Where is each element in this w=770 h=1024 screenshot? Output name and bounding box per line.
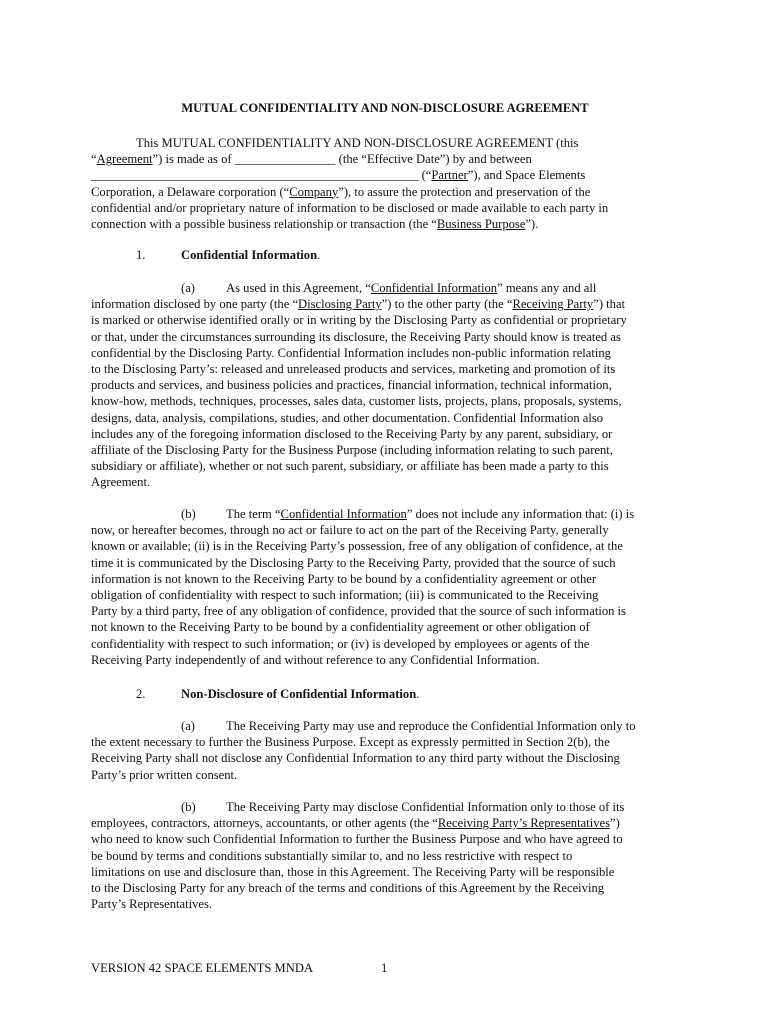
para-line: to the Disclosing Party’s: released and unreleased products and services, marketing and promotion of its xyxy=(91,361,616,376)
defined-term-disclosing-party: Disclosing Party xyxy=(298,297,382,312)
para-line: who need to know such Confidential Information to further the Business Purpose and who have agreed to xyxy=(91,832,623,847)
intro-line: This MUTUAL CONFIDENTIALITY AND NON-DISCLOSURE AGREEMENT (this xyxy=(136,136,579,150)
section-1-heading: 1. Confidential Information. xyxy=(136,248,321,262)
para-line: Agreement. xyxy=(91,475,151,490)
para-line: designs, data, analysis, compilations, studies, and other documentation. Confidential Information also xyxy=(91,410,604,425)
section-heading-text: Non-Disclosure of Confidential Information xyxy=(181,687,417,701)
defined-term-confidential-information: Confidential Information xyxy=(280,507,407,521)
intro-line: Corporation, a Delaware corporation (“Company”), to assure the protection and preservation of the xyxy=(91,184,591,199)
para-line: information is not known to the Receiving Party to be bound by a confidentiality agreement or other xyxy=(91,571,597,586)
page-footer xyxy=(91,961,388,976)
section-heading-text: Confidential Information xyxy=(181,248,318,262)
para-line: time it is communicated by the Disclosing Party to the Receiving Party, provided that the source of such xyxy=(91,555,616,570)
section-number: 1. xyxy=(136,248,146,262)
defined-term-company: Company xyxy=(289,184,339,199)
defined-term-business-purpose: Business Purpose xyxy=(436,216,526,231)
document-title: MUTUAL CONFIDENTIALITY AND NON-DISCLOSURE AGREEMENT xyxy=(181,101,589,115)
para-line: affiliate of the Disclosing Party for the Business Purpose (including information relating to such parent, xyxy=(91,442,613,457)
intro-line: confidential and/or proprietary nature of information to be disclosed or made available to each party in xyxy=(91,200,609,215)
defined-term-representatives: Receiving Party’s Representatives xyxy=(437,816,610,831)
defined-term-partner: Partner xyxy=(431,168,468,183)
footer-version: VERSION 42 SPACE ELEMENTS MNDA xyxy=(91,961,314,975)
para-line: now, or hereafter becomes, through no act or failure to act on the part of the Receiving Party, generally xyxy=(91,523,609,538)
defined-term-receiving-party: Receiving Party xyxy=(512,297,594,312)
paragraph-1b xyxy=(91,506,679,668)
para-line: or that, under the circumstances surrounding its disclosure, the Receiving Party should know is treated as xyxy=(91,329,621,344)
para-line: Party by a third party, free of any obligation of confidence, provided that the source of such information is xyxy=(91,604,626,619)
para-line: the extent necessary to further the Business Purpose. Except as expressly permitted in Section 2(b), the xyxy=(91,735,610,750)
paragraph-1a xyxy=(91,280,679,490)
para-line: products and services, and business policies and practices, financial information, technical information, xyxy=(91,378,612,393)
para-line: is marked or otherwise identified orally or in writing by the Disclosing Party as confidential or proprietary xyxy=(91,313,627,328)
para-line: known or available; (ii) is in the Receiving Party’s possession, free of any obligation of confidence, at the xyxy=(91,539,623,554)
intro-line: ____________________________________________________ (“Partner”), and Space Elements xyxy=(91,168,586,183)
para-line: (a) The Receiving Party may use and reproduce the Confidential Information only to xyxy=(181,719,636,733)
para-line: confidentiality with respect to such information; or (iv) is developed by employees or agents of the xyxy=(91,636,590,651)
para-line: be bound by terms and conditions substantially similar to, and no less restrictive with respect to xyxy=(91,848,573,863)
para-line: (b) The Receiving Party may disclose Confidential Information only to those of its xyxy=(181,800,625,814)
intro-paragraph xyxy=(91,135,679,232)
para-line: not known to the Receiving Party to be bound by a confidentiality agreement or other obligation of xyxy=(91,620,590,635)
para-line: Party’s prior written consent. xyxy=(91,767,238,782)
section-number: 2. xyxy=(136,687,146,701)
para-line: includes any of the foregoing information disclosed to the Receiving Party by any parent, subsidiary, or xyxy=(91,426,613,441)
para-line: (a) As used in this Agreement, “Confidential Information” means any and all xyxy=(181,281,597,295)
para-line: (b) The term “Confidential Information” does not include any information that: (i) is xyxy=(181,507,635,521)
para-line: information disclosed by one party (the “Disclosing Party”) to the other party (the “Receiving Party”) that xyxy=(91,297,626,312)
para-line: know-how, methods, techniques, processes, sales data, customer lists, projects, plans, proposals, systems, xyxy=(91,394,622,409)
page-number: 1 xyxy=(381,961,388,975)
para-line: obligation of confidentiality with respect to such information; (iii) is communicated to the Receiving xyxy=(91,587,599,602)
intro-line: “Agreement”) is made as of ________________ (the “Effective Date”) by and between xyxy=(91,152,532,167)
clause-label: (b) xyxy=(181,800,196,814)
section-2-heading: 2. Non-Disclosure of Confidential Information. xyxy=(136,687,420,701)
para-line: to the Disclosing Party for any breach of the terms and conditions of this Agreement by the Receiving xyxy=(91,880,605,895)
clause-label: (a) xyxy=(181,719,195,733)
para-line: confidential by the Disclosing Party. Confidential Information includes non-public information relating xyxy=(91,345,611,360)
para-line: limitations on use and disclosure than, those in this Agreement. The Receiving Party will be responsible xyxy=(91,864,615,879)
para-line: subsidiary or affiliate), whether or not such parent, subsidiary, or affiliate has been made a party to this xyxy=(91,459,609,474)
para-line: employees, contractors, attorneys, accountants, or other agents (the “Receiving Party’s Representatives”) xyxy=(91,816,620,831)
clause-label: (a) xyxy=(181,281,195,295)
para-line: Receiving Party shall not disclose any Confidential Information to any third party without the Disclosing xyxy=(91,751,620,766)
para-line: Receiving Party independently of and without reference to any Confidential Information. xyxy=(91,652,540,667)
defined-term-agreement: Agreement xyxy=(96,152,153,167)
defined-term-confidential-information: Confidential Information xyxy=(370,281,498,295)
paragraph-2a xyxy=(91,718,679,783)
paragraph-2b xyxy=(91,799,679,912)
para-line: Party’s Representatives. xyxy=(91,897,213,912)
intro-line: connection with a possible business relationship or transaction (the “Business Purpose”). xyxy=(91,216,539,231)
clause-label: (b) xyxy=(181,507,196,521)
